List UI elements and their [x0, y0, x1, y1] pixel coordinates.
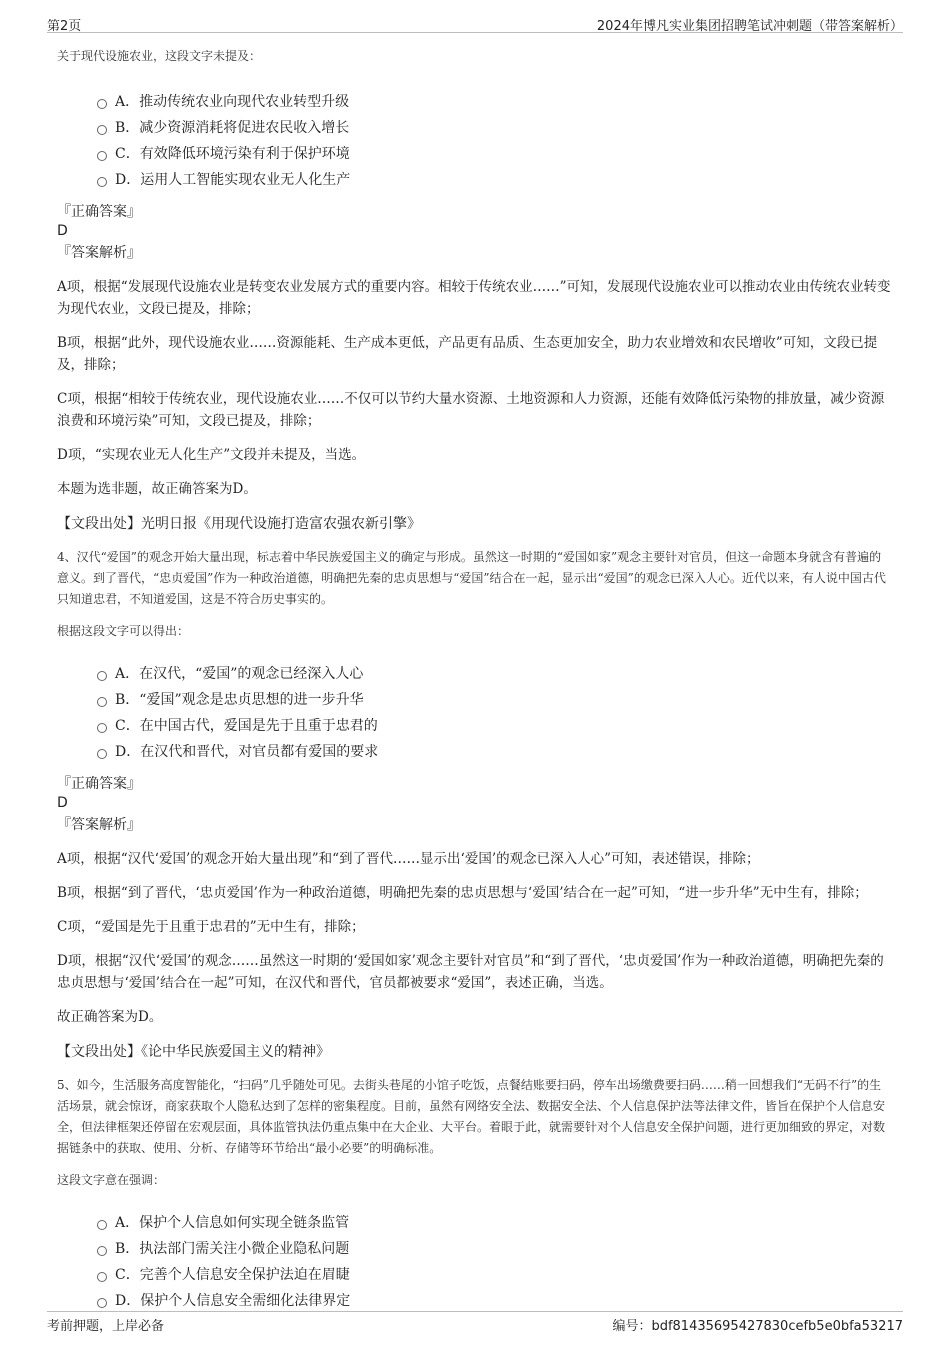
- radio-icon[interactable]: [97, 749, 107, 759]
- q5-passage: 5、如今，生活服务高度智能化，“扫码”几乎随处可见。去街头巷尾的小馆子吃饭，点餐结账要扫码，停车出场缴费要扫码……稍一回想我们“无码不行”的生活场景，就会惊讶，商家获取个人隐私达到了怎样的密集程度。目前，虽然有网络安全法、数据安全法、个人信息保护法等法律文件，皆旨在保护个人信息安全，但法律框架还停留在宏观层面，具体监管执法仍重点集中在大企业、大平台。着眼于此，就需要针对个人信息安全保护问题，进行更加细致的界定，对数据链条中的获取、使用、分析、存储等环节给出“最小必要”的明确标准。: [57, 1078, 886, 1155]
- page-header: [47, 12, 903, 33]
- q3-option-a[interactable]: A．推动传统农业向现代农业转型升级: [97, 89, 893, 115]
- q3-options: [97, 89, 893, 193]
- q5-option-c[interactable]: C．完善个人信息安全保护法迫在眉睫: [97, 1262, 893, 1288]
- radio-icon[interactable]: [97, 671, 107, 681]
- q4-option-c[interactable]: C．在中国古代，爱国是先于且重于忠君的: [97, 713, 893, 739]
- page-footer: [47, 1311, 903, 1334]
- q4-conclusion: 故正确答案为D。: [57, 1009, 163, 1025]
- q5-prompt: 这段文字意在强调：: [57, 1173, 166, 1187]
- q4-option-d[interactable]: D．在汉代和晋代，对官员都有爱国的要求: [97, 739, 893, 765]
- document-title: 2024年博凡实业集团招聘笔试冲刺题（带答案解析）: [596, 19, 903, 34]
- q4-source: 【文段出处】《论中华民族爱国主义的精神》: [57, 1044, 330, 1060]
- q4-prompt: 根据这段文字可以得出：: [57, 624, 190, 638]
- q5-option-b[interactable]: B．执法部门需关注小微企业隐私问题: [97, 1236, 893, 1262]
- footer-slogan: 考前押题，上岸必备: [47, 1319, 165, 1334]
- radio-icon[interactable]: [97, 697, 107, 707]
- q4-option-a[interactable]: A．在汉代，“爱国”的观念已经深入人心: [97, 661, 893, 687]
- q3-analysis-label: 『答案解析』: [57, 245, 141, 261]
- q3-option-c[interactable]: C．有效降低环境污染有利于保护环境: [97, 141, 893, 167]
- radio-icon[interactable]: [97, 1246, 107, 1256]
- q3-option-d[interactable]: D．运用人工智能实现农业无人化生产: [97, 167, 893, 193]
- q3-prompt: 关于现代设施农业，这段文字未提及：: [57, 49, 262, 63]
- q4-analysis-label: 『答案解析』: [57, 817, 141, 833]
- q4-passage: 4、汉代“爱国”的观念开始大量出现，标志着中华民族爱国主义的确定与形成。虽然这一时期的“爱国如家”观念主要针对官员，但这一命题本身就含有普遍的意义。到了晋代，“忠贞爱国”作为一种政治道德，明确把先秦的忠贞思想与“爱国”结合在一起，显示出“爱国”的观念已深入人心。近代以来，有人说中国古代只知道忠君，不知道爱国，这是不符合历史事实的。: [57, 550, 886, 606]
- q4-analysis-d: D项，根据“汉代‘爱国’的观念……虽然这一时期的‘爱国如家’观念主要针对官员”和“到了晋代，‘忠贞爱国’作为一种政治道德，明确把先秦的忠贞思想与‘爱国’结合在一起”可知，在汉代和晋代，官员都被要求“爱国”，表述正确，当选。: [57, 953, 884, 991]
- radio-icon[interactable]: [97, 1298, 107, 1308]
- q4-answer-label: 『正确答案』: [57, 776, 141, 792]
- q4-analysis-a: A项，根据“汉代‘爱国’的观念开始大量出现”和“到了晋代……显示出‘爱国’的观念已深入人心”可知，表述错误，排除；: [57, 851, 760, 867]
- q3-analysis-c: C项，根据“相较于传统农业，现代设施农业……不仅可以节约大量水资源、土地资源和人力资源，还能有效降低污染物的排放量，减少资源浪费和环境污染”可知，文段已提及，排除；: [57, 391, 885, 429]
- q3-conclusion: 本题为选非题，故正确答案为D。: [57, 481, 257, 497]
- document-id: 编号：bdf81435695427830cefb5e0bfa53217: [612, 1319, 903, 1334]
- page-content: [57, 46, 893, 1314]
- page-number: 第2页: [47, 19, 82, 34]
- q3-source: 【文段出处】光明日报《用现代设施打造富农强农新引擎》: [57, 516, 421, 532]
- radio-icon[interactable]: [97, 1272, 107, 1282]
- radio-icon[interactable]: [97, 177, 107, 187]
- q5-option-d[interactable]: D．保护个人信息安全需细化法律界定: [97, 1288, 893, 1314]
- q3-analysis-a: A项，根据“发展现代设施农业是转变农业发展方式的重要内容。相较于传统农业……”可知，发展现代设施农业可以推动农业由传统农业转变为现代农业，文段已提及，排除；: [57, 279, 891, 317]
- q3-answer-label: 『正确答案』: [57, 204, 141, 220]
- radio-icon[interactable]: [97, 1220, 107, 1230]
- q3-option-b[interactable]: B．减少资源消耗将促进农民收入增长: [97, 115, 893, 141]
- q3-analysis-d: D项，“实现农业无人化生产”文段并未提及，当选。: [57, 447, 366, 463]
- q4-analysis-c: C项，“爱国是先于且重于忠君的”无中生有，排除；: [57, 919, 365, 935]
- q5-options: [97, 1210, 893, 1314]
- q3-analysis-b: B项，根据“此外，现代设施农业……资源能耗、生产成本更低，产品更有品质、生态更加安全，助力农业增效和农民增收”可知，文段已提及，排除；: [57, 335, 878, 373]
- radio-icon[interactable]: [97, 723, 107, 733]
- q4-analysis-b: B项，根据“到了晋代，‘忠贞爱国’作为一种政治道德，明确把先秦的忠贞思想与‘爱国’结合在一起”可知，“进一步升华”无中生有，排除；: [57, 885, 868, 901]
- radio-icon[interactable]: [97, 151, 107, 161]
- q4-option-b[interactable]: B．“爱国”观念是忠贞思想的进一步升华: [97, 687, 893, 713]
- q4-answer: D: [57, 795, 68, 811]
- radio-icon[interactable]: [97, 99, 107, 109]
- q4-options: [97, 661, 893, 765]
- radio-icon[interactable]: [97, 125, 107, 135]
- q5-option-a[interactable]: A．保护个人信息如何实现全链条监管: [97, 1210, 893, 1236]
- q3-answer: D: [57, 223, 68, 239]
